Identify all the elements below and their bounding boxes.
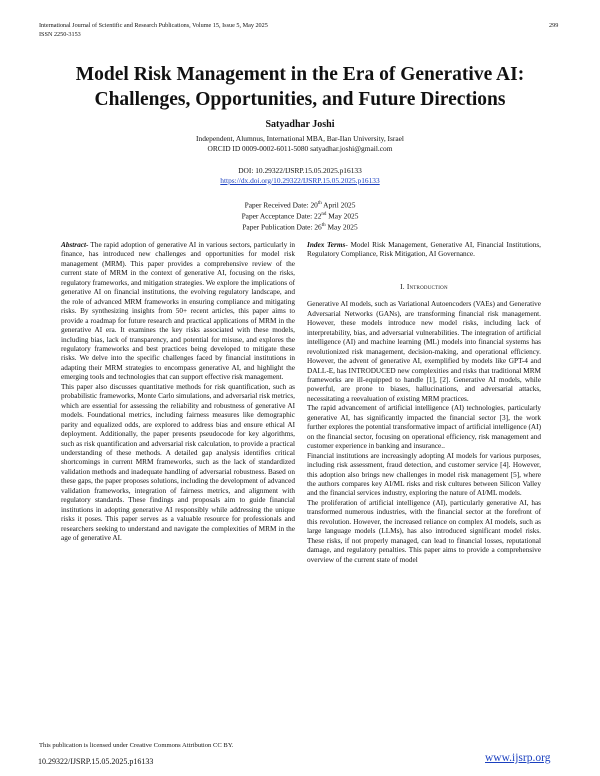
- intro-paragraph-2: The rapid advancement of artificial intelligence (AI) technologies, particularly generative AI, has significantly impacted the financial sector [3], the work further explores the potential transformative impact of artificial intelligence (AI) on the financial sector, focusing on operational efficiency, risk management and customer experience in banking and insurance..: [307, 404, 541, 451]
- author-affiliation: [0, 134, 600, 153]
- paper-title: [0, 62, 600, 112]
- section-heading-introduction: I. Introduction: [400, 281, 448, 291]
- acceptance-date: Paper Acceptance Date: 22nd May 2025: [241, 211, 359, 221]
- paper-dates: [0, 199, 600, 232]
- doi-link[interactable]: https://dx.doi.org/10.29322/IJSRP.15.05.2025.p16133: [220, 175, 380, 185]
- title-line-2: Challenges, Opportunities, and Future Directions: [94, 89, 506, 110]
- journal-header: International Journal of Scientific and Research Publications, Volume 15, Issue 5, May 2025: [39, 22, 268, 29]
- abstract-column: [61, 241, 295, 544]
- right-column: [307, 241, 541, 565]
- issn: ISSN 2250-3153: [39, 31, 81, 38]
- license-note: This publication is licensed under Creative Commons Attribution CC BY.: [39, 742, 234, 749]
- intro-paragraph-4: The proliferation of artificial intelligence (AI), particularly generative AI, has transformed numerous industries, with the financial sector at the forefront of this revolution. However, the increased reliance on complex AI models, such as large language models (LLMs), has also introduced significant model risks. These risks, if not properly managed, can lead to financial losses, reputational damage, and regulatory penalties. This paper aims to provide a comprehensive overview of the current state of model: [307, 498, 541, 564]
- intro-paragraph-3: Financial institutions are increasingly adopting AI models for various purposes, including risk assessment, fraud detection, and customer service [4]. However, this adoption also brings new challenges in model risk management [5], where the authors compares key AI/ML risks and risk cultures between Silicon Valley and the financial services industry, exploring the nature of AI/ML models.: [307, 451, 541, 498]
- orcid: ORCID ID 0009-0002-6011-5080 satyadhar.joshi@gmail.com: [207, 143, 393, 153]
- abstract-paragraph-2: This paper also discusses quantitative methods for risk quantification, such as probabilistic frameworks, Monte Carlo simulations, and adversarial risk metrics, which are essential for assessing the reliability and robustness of generative AI models. Foundational metrics, including fairness measures like demographic parity and equalized odds, are explored to address bias and ensure ethical AI deployment. Additionally, the paper presents pseudocode for key algorithms, such as risk quantification and adversarial risk calculation, to provide a practical understanding of these methods. A detailed gap analysis identifies critical shortcomings in current MRM frameworks, such as the lack of standardized validation methods and inadequate handling of adversarial robustness. Based on these gaps, the paper proposes solutions, including the development of advanced validation frameworks, integration of fairness metrics, and alignment with regulatory standards. These findings and proposals aim to guide financial institutions in adopting generative AI responsibly while addressing the unique risks it poses. This paper serves as a valuable resource for professionals and researchers seeking to understand and navigate the complexities of MRM in the age of generative AI.: [61, 382, 295, 543]
- doi-text: DOI: 10.29322/IJSRP.15.05.2025.p16133: [238, 166, 362, 175]
- page-number: 299: [549, 22, 559, 29]
- author-name: Satyadhar Joshi: [265, 119, 335, 130]
- index-terms-label: Index Terms: [307, 241, 346, 249]
- title-line-1: Model Risk Management in the Era of Generative AI:: [75, 64, 525, 85]
- footer-website-link[interactable]: www.ijsrp.org: [485, 752, 551, 764]
- intro-paragraph-1: Generative AI models, such as Variational Autoencoders (VAEs) and Generative Adversarial Networks (GANs), are transforming financial risk management. However, these models introduce new model risks, including lack of interpretability, bias, and adversarial vulnerabilities. The integration of artificial intelligence (AI) and machine learning (ML) models into financial systems has revolutionized risk management, decision-making, and operational efficiency. However, the advent of generative AI, exemplified by models like GPT-4 and DALL-E, has INTRODUCED new complexities and risks that traditional MRM frameworks are ill-equipped to handle [1], [2]. Generative AI models, while powerful, are prone to biases, hallucinations, and adversarial attacks, necessitating a reevaluation of existing MRM practices.: [307, 300, 541, 403]
- received-date: Paper Received Date: 20th April 2025: [244, 200, 356, 210]
- doi-block: [0, 166, 600, 185]
- abstract-paragraph-1: Abstract- The rapid adoption of generative AI in various sectors, particularly in finance, has introduced new challenges and opportunities for model risk management (MRM). This paper provides a comprehensive review of the current state of MRM in the context of generative AI, focusing on the risks, regulatory frameworks, and mitigation strategies. We explore the implications of generative AI on financial institutions, the evolving regulatory landscape, and the role of advanced MRM frameworks in ensuring compliance and mitigating risks. By synthesizing insights from 50+ recent articles, this paper aims to provide a roadmap for future research and practical applications of MRM in the generative AI era. It examines the key risks associated with these models, including bias, lack of transparency, and potential for misuse, and explores the regulatory frameworks and best practices being developed to mitigate these risks. We delve into the specific challenges faced by financial institutions in adapting their MRM strategies to encompass generative AI, and highlight the emerging tools and technologies that can support effective risk management.: [61, 241, 295, 382]
- footer-doi: 10.29322/IJSRP.15.05.2025.p16133: [38, 757, 154, 766]
- abstract-label: Abstract-: [61, 241, 89, 249]
- publication-date: Paper Publication Date: 26th May 2025: [242, 222, 358, 232]
- affiliation: Independent, Alumnus, International MBA, Bar-Ilan University, Israel: [196, 134, 404, 143]
- index-terms: Index Terms- Model Risk Management, Generative AI, Financial Institutions, Regulatory Compliance, Risk Mitigation, AI Governance.: [307, 241, 541, 259]
